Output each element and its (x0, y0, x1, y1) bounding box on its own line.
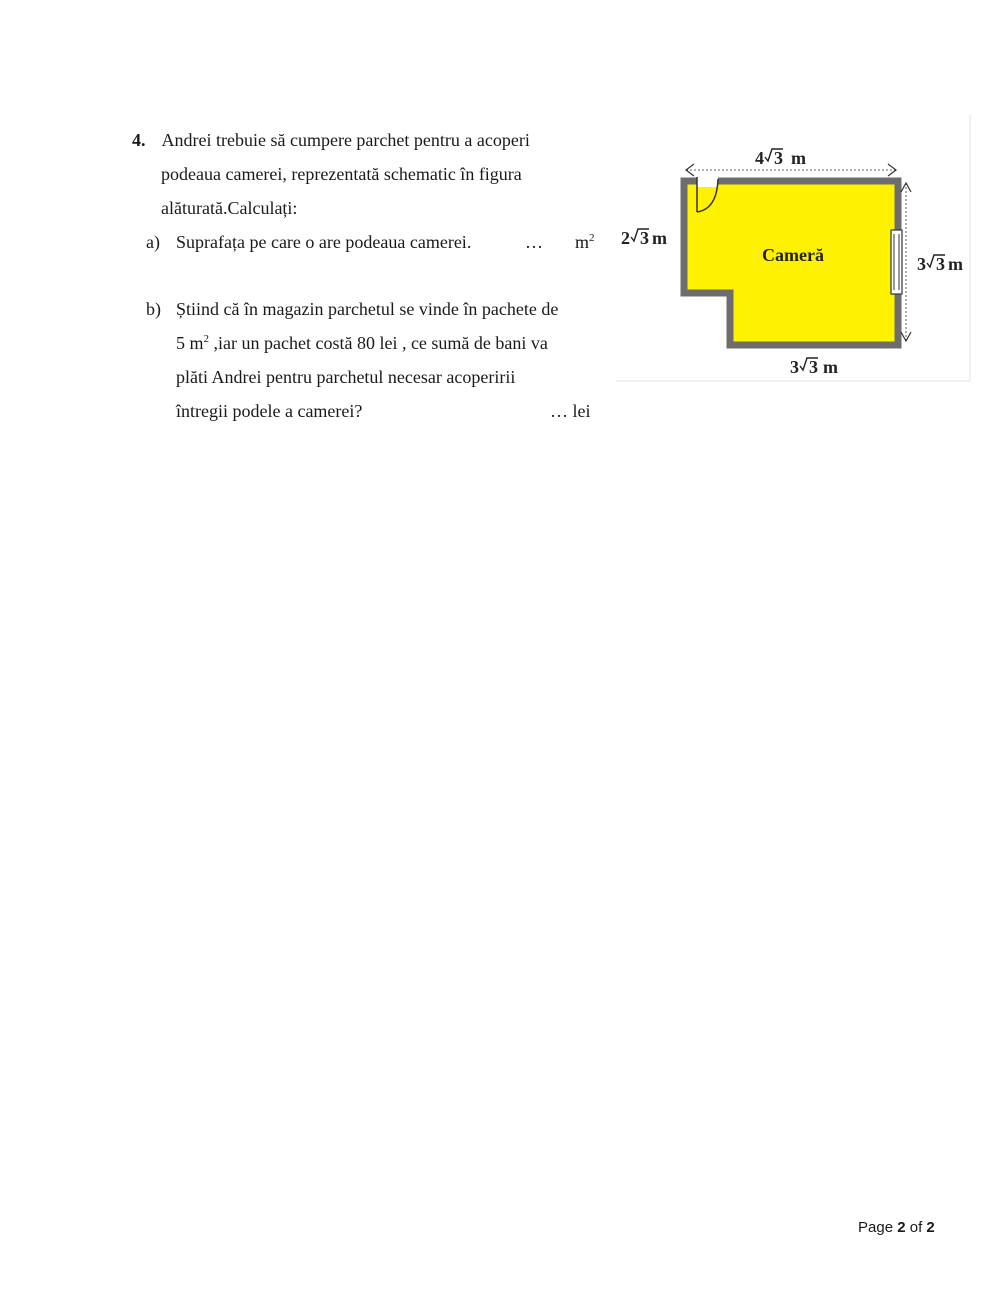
footer-total-pages: 2 (926, 1219, 935, 1236)
dim-bottom-unit: m (823, 357, 838, 377)
dim-bottom-coef: 3 (790, 357, 799, 377)
part-b-line-2 (176, 332, 548, 354)
part-b-label: b) (146, 299, 161, 319)
part-a-unit-base: m (575, 232, 590, 252)
dim-bottom-radicand: 3 (809, 357, 818, 377)
question-number: 4. (132, 130, 146, 150)
question-intro-line-3: alăturată.Calculați: (161, 198, 298, 218)
dim-left-unit: m (652, 228, 667, 248)
part-a-unit-exponent: 2 (589, 232, 595, 244)
footer-prefix: Page (858, 1219, 894, 1236)
part-a-answer-blank: … (525, 232, 543, 252)
dim-right-coef: 3 (917, 254, 926, 274)
page-footer (858, 1219, 935, 1236)
part-b-answer-unit: lei (572, 401, 591, 421)
dim-left-label (621, 228, 667, 248)
dim-right-unit: m (948, 254, 963, 274)
dim-top-unit: m (791, 148, 806, 168)
dim-right-label (917, 254, 963, 274)
question-intro-line-1 (132, 129, 530, 151)
room-floor-plan (614, 113, 972, 383)
floor-plan-svg (614, 113, 972, 383)
dim-right-radicand: 3 (936, 254, 945, 274)
part-a-unit (575, 231, 595, 253)
part-b-answer (550, 400, 591, 422)
question-intro-text-1: Andrei trebuie să cumpere parchet pentru a acoperi (161, 130, 530, 150)
question-intro-line-2: podeaua camerei, reprezentată schematic în figura (161, 164, 522, 184)
dim-left-coef: 2 (621, 228, 630, 248)
dim-top-radicand: 3 (774, 148, 783, 168)
dim-left-radicand: 3 (640, 228, 649, 248)
room-label: Cameră (762, 245, 824, 265)
part-b-line-4: întregii podele a camerei? (176, 401, 363, 421)
part-b-line-3: plăti Andrei pentru parchetul necesar acoperirii (176, 367, 516, 387)
footer-current-page: 2 (897, 1219, 906, 1236)
part-b-line-2-rest: ,iar un pachet costă 80 lei , ce sumă de bani va (213, 333, 548, 353)
part-a-text: Suprafața pe care o are podeaua camerei. (176, 232, 472, 252)
dim-bottom-label (790, 357, 838, 377)
footer-of: of (909, 1219, 923, 1236)
part-b-line-1: Știind că în magazin parchetul se vinde în pachete de (176, 299, 559, 319)
dim-top-coef: 4 (755, 148, 764, 168)
window-icon (891, 230, 902, 294)
part-b-answer-blank: … (550, 401, 568, 421)
part-b-unit-exponent: 2 (203, 333, 210, 345)
part-a-label: a) (146, 232, 160, 252)
dim-top-label (755, 148, 806, 168)
part-b-quantity: 5 m (176, 333, 204, 353)
